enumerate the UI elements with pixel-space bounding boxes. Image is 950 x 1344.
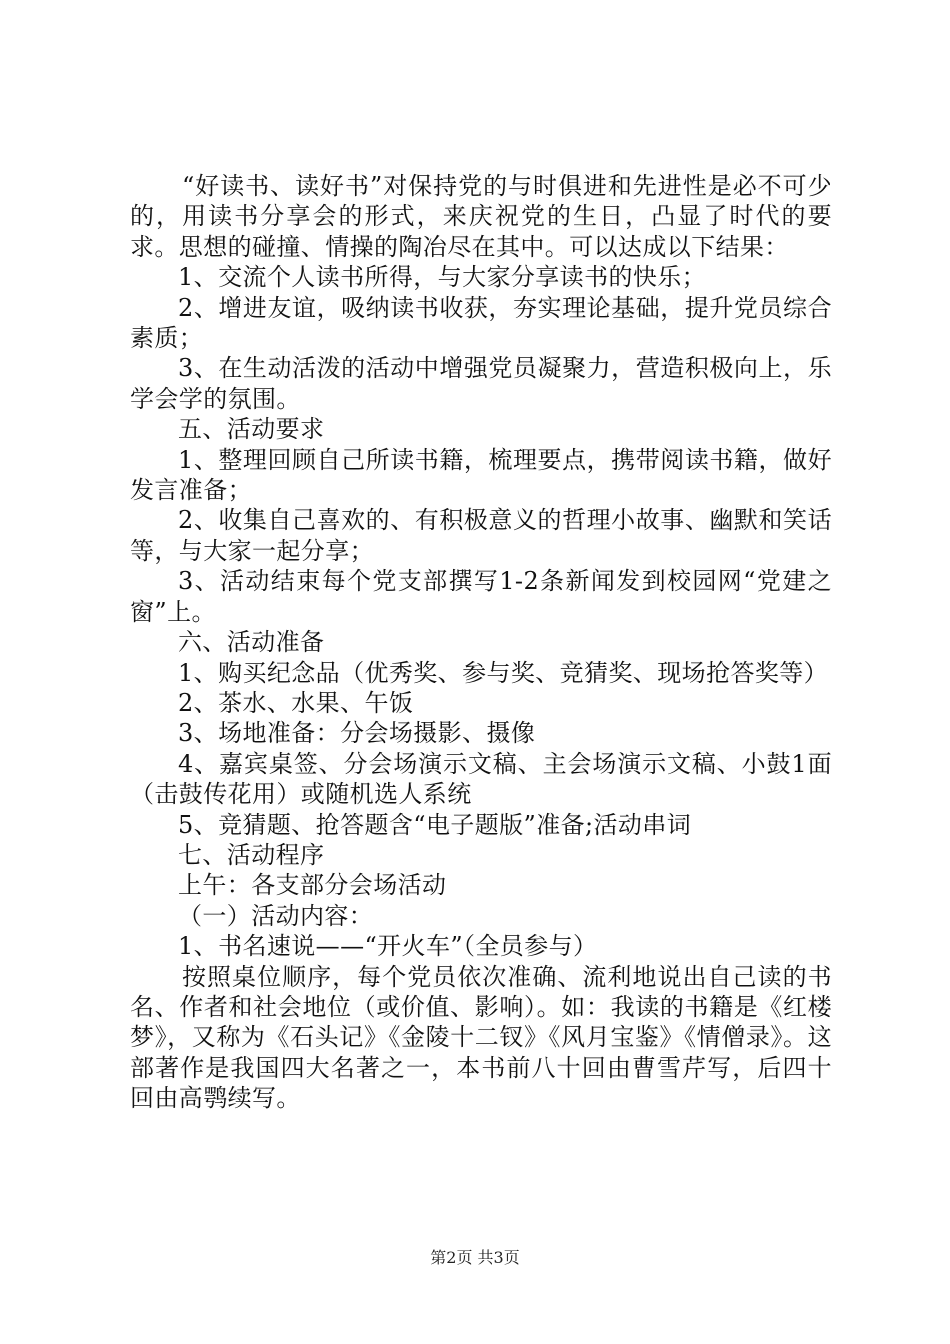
preparation-item-5: 5、竞猜题、抢答题含“电子题版”准备;活动串词 [178,810,692,839]
subsection-heading-content: （一）活动内容： [178,901,374,930]
section-heading-procedure: 七、活动程序 [178,840,325,869]
preparation-item-3: 3、场地准备：分会场摄影、摄像 [178,719,536,748]
section-heading-preparation: 六、活动准备 [178,628,325,657]
preparation-item-1: 1、购买纪念品（优秀奖、参与奖、竞猜奖、现场抢答奖等） [178,658,829,687]
result-item-1: 1、交流个人读书所得，与大家分享读书的快乐； [178,263,707,292]
morning-schedule: 上午：各支部分会场活动 [178,871,447,900]
document-body [130,171,832,1114]
requirement-item-3: 3、活动结束每个党支部撰写1-2条新闻发到校园网“党建之窗”上。 [130,567,832,626]
intro-paragraph: “好读书、读好书”对保持党的与时俱进和先进性是必不可少的，用读书分享会的形式，来庆祝党的生日，凸显了时代的要求。思想的碰撞、情操的陶冶尽在其中。可以达成以下结果： [130,172,832,261]
activity-item-1: 1、书名速说——“开火车”（全员参与） [178,932,598,961]
requirement-item-2: 2、收集自己喜欢的、有积极意义的哲理小故事、幽默和笑话等，与大家一起分享； [130,506,832,565]
result-item-2: 2、增进友谊，吸纳读书收获，夯实理论基础，提升党员综合素质； [130,293,832,353]
page-number-footer: 第2页 共3页 [430,1248,520,1267]
section-heading-requirements: 五、活动要求 [178,415,325,444]
preparation-item-4: 4、嘉宾桌签、分会场演示文稿、主会场演示文稿、小鼓1面（击鼓传花用）或随机选人系统 [130,749,832,809]
preparation-item-2: 2、茶水、水果、午饭 [178,688,414,717]
activity-description: 按照桌位顺序，每个党员依次准确、流利地说出自己读的书名、作者和社会地位（或价值、影响）。如：我读的书籍是《红楼梦》，又称为《石头记》《金陵十二钗》《风月宝鉴》《情僧录》。这部著作是我国四大名著之一，本书前八十回由曹雪芹写，后四十回由高鹗续写。 [130,962,832,1113]
requirement-item-1: 1、整理回顾自己所读书籍，梳理要点，携带阅读书籍，做好发言准备； [130,445,832,505]
result-item-3: 3、在生动活泼的活动中增强党员凝聚力，营造积极向上，乐学会学的氛围。 [130,354,832,413]
